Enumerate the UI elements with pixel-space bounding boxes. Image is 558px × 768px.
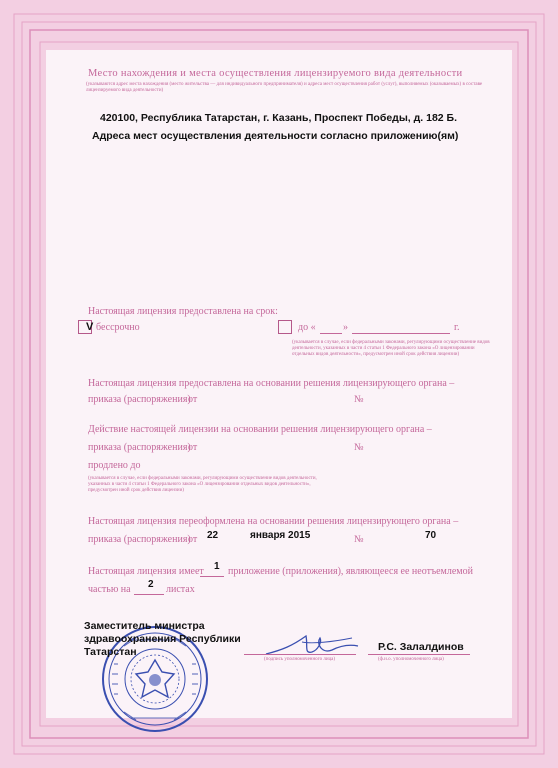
reissue-number-value: 70 [425, 530, 437, 541]
position-line-3: Татарстан [84, 646, 137, 658]
reissue-order: приказа (распоряжения) [88, 534, 191, 545]
appendix-sheets: 2 [148, 579, 154, 590]
extended-label: продлено до [88, 460, 141, 471]
until-prefix: до « [298, 322, 316, 333]
appendix-count-line [200, 576, 224, 577]
until-day-line [320, 333, 342, 334]
position-line-1: Заместитель министра [84, 620, 205, 632]
appendix-post: приложение (приложения), являющееся ее неотъемлемой [228, 566, 473, 577]
action-from: от [188, 442, 198, 453]
until-mid: » [343, 322, 348, 333]
appendix-pre: Настоящая лицензия имеет [88, 566, 204, 577]
until-month-line [352, 333, 450, 334]
signature-line [244, 654, 356, 655]
basis-num: № [354, 394, 364, 405]
signer-name: Р.С. Залалдинов [378, 641, 464, 653]
appendix-part-post: листах [166, 584, 195, 595]
basis-from: от [188, 394, 198, 405]
reissue-line: Настоящая лицензия переоформлена на основании решения лицензирующего органа – [88, 516, 459, 527]
places-line: Адреса мест осуществления деятельности согласно приложению(ям) [92, 130, 459, 142]
check-mark: V [86, 321, 94, 333]
action-num: № [354, 442, 364, 453]
position-line-2: здравоохранения Республики [84, 633, 241, 645]
name-line [368, 654, 470, 655]
reissue-month-year: января 2015 [250, 530, 311, 541]
appendix-sheets-line [134, 594, 164, 595]
extended-hint: (указывается в случае, если федеральными законами, регулирующими осуществление видов деятельности, указанных в части 4 статьи 1 Федерального закона «О лицензировании отдельных видов деятельности», предусмотрен иной срок действия лицензии) [88, 476, 317, 493]
reissue-num: № [354, 534, 364, 545]
appendix-part-pre: частью на [88, 584, 131, 595]
name-hint: (ф.и.о. уполномоченного лица) [378, 657, 444, 662]
until-year-suffix: г. [454, 322, 460, 333]
location-title: Место нахождения и места осуществления лицензируемого вида деятельности [88, 68, 463, 79]
action-order: приказа (распоряжения) [88, 442, 191, 453]
address-line: 420100, Республика Татарстан, г. Казань, Проспект Победы, д. 182 Б. [100, 112, 458, 124]
term-label: Настоящая лицензия предоставлена на срок: [88, 306, 278, 317]
reissue-day: 22 [207, 530, 219, 541]
action-line: Действие настоящей лицензии на основании решения лицензирующего органа – [88, 424, 432, 435]
until-hint: (указывается в случае, если федеральными законами, регулирующими осуществление видов деятельности, указанных в части 4 статьи 1 Федерального закона «О лицензировании отдельных видов деятельности», предусмотрен иной срок действия лицензии) [292, 340, 490, 357]
signature-hint: (подпись уполномоченного лица) [264, 657, 336, 662]
appendix-count: 1 [214, 561, 220, 572]
until-checkbox [278, 320, 292, 334]
basis-line: Настоящая лицензия предоставлена на основании решения лицензирующего органа – [88, 378, 455, 389]
basis-order: приказа (распоряжения) [88, 394, 191, 405]
location-hint: (указываются адрес места нахождения (место жительства — для индивидуального предпринимателя) и адреса мест осуществления работ (услуг), выполняемых (оказываемых) в составе лицензируемого вида деятельности) [86, 82, 483, 93]
indefinite-label: бессрочно [96, 322, 140, 333]
reissue-from: от [188, 534, 198, 545]
